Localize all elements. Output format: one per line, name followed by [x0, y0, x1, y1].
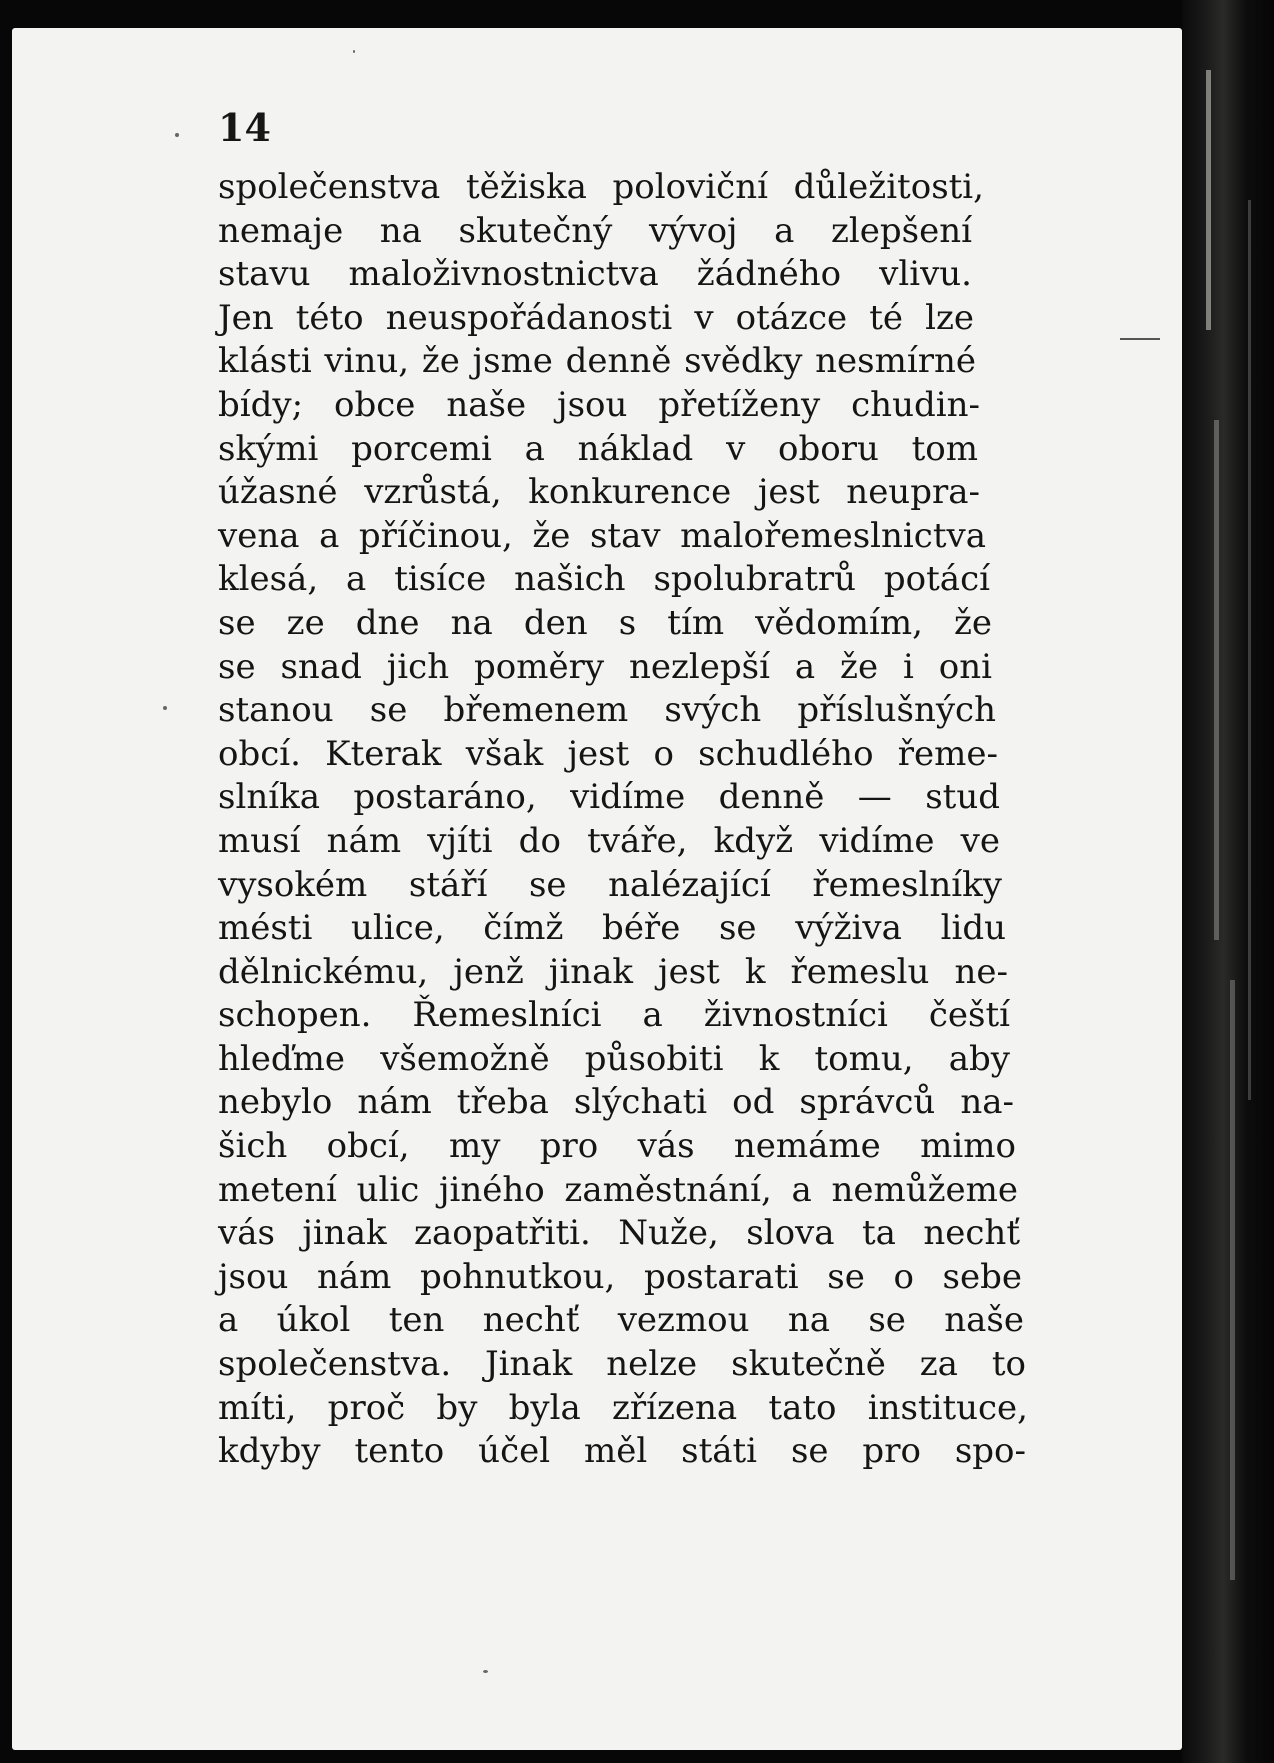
text-line: nebylo nám třeba slýchati od správců na-: [218, 1082, 1014, 1123]
edge-highlight: [1214, 420, 1219, 940]
text-line: musí nám vjíti do tváře, když vidíme ve: [218, 820, 1000, 861]
edge-highlight: [1206, 70, 1211, 330]
text-line: úžasné vzrůstá, konkurence jest neupra-: [218, 472, 980, 513]
text-line: klesá, a tisíce našich spolubratrů potácí: [218, 559, 990, 600]
text-line: vysokém stáří se nalézající řemeslníky: [218, 864, 1002, 905]
text-line: schopen. Řemeslníci a živnostníci čeští: [218, 995, 1010, 1036]
text-line: Jen této neuspořádanosti v otázce té lze: [218, 297, 974, 338]
paper-speck: [175, 133, 179, 137]
text-line: se snad jich poměry nezlepší a že i oni: [218, 646, 992, 687]
text-line: se ze dne na den s tím vědomím, že: [218, 602, 992, 643]
paper-speck: [483, 1670, 488, 1673]
text-line: vás jinak zaopatřiti. Nuže, slova ta nechť: [218, 1213, 1020, 1254]
page-number: 14: [218, 105, 271, 150]
text-line: stavu maloživnostnictva žádného vlivu.: [218, 254, 972, 295]
paper-speck: [353, 50, 355, 53]
text-line: kdyby tento účel měl státi se pro spo-: [218, 1431, 1026, 1472]
edge-highlight: [1230, 980, 1235, 1580]
text-line: slníka postaráno, vidíme denně — stud: [218, 777, 1000, 818]
text-line: nemaje na skutečný vývoj a zlepšení: [218, 210, 972, 251]
text-line: dělnickému, jenž jinak jest k řemeslu ne-: [218, 951, 1008, 992]
margin-mark: [1120, 338, 1160, 340]
text-line: míti, proč by byla zřízena tato instituce,: [218, 1387, 1028, 1428]
text-line: stanou se břemenem svých příslušných: [218, 690, 996, 731]
text-line: vena a příčinou, že stav malořemeslnictva: [218, 515, 986, 556]
text-line: skými porcemi a náklad v oboru tom: [218, 428, 978, 469]
book-spine-edge: [1182, 0, 1274, 1763]
text-line: klásti vinu, že jsme denně svědky nesmírné: [218, 341, 976, 382]
text-line: hleďme všemožně působiti k tomu, aby: [218, 1038, 1010, 1079]
text-line: společenstva těžiska poloviční důležitosti,: [218, 167, 984, 207]
text-line: jsou nám pohnutkou, postarati se o sebe: [218, 1256, 1022, 1297]
text-line: a úkol ten nechť vezmou na se naše: [218, 1300, 1024, 1341]
text-line: šich obcí, my pro vás nemáme mimo: [218, 1126, 1016, 1167]
text-line: obcí. Kterak však jest o schudlého řeme-: [218, 733, 998, 774]
body-text: [218, 166, 1028, 1474]
text-line: metení ulic jiného zaměstnání, a nemůžeme: [218, 1169, 1018, 1210]
edge-highlight: [1248, 200, 1251, 1100]
text-line: společenstva. Jinak nelze skutečně za to: [218, 1344, 1026, 1385]
text-line: bídy; obce naše jsou přetíženy chudin-: [218, 384, 980, 425]
paper-speck: [163, 706, 167, 710]
text-line: mésti ulice, čímž béře se výživa lidu: [218, 908, 1006, 949]
